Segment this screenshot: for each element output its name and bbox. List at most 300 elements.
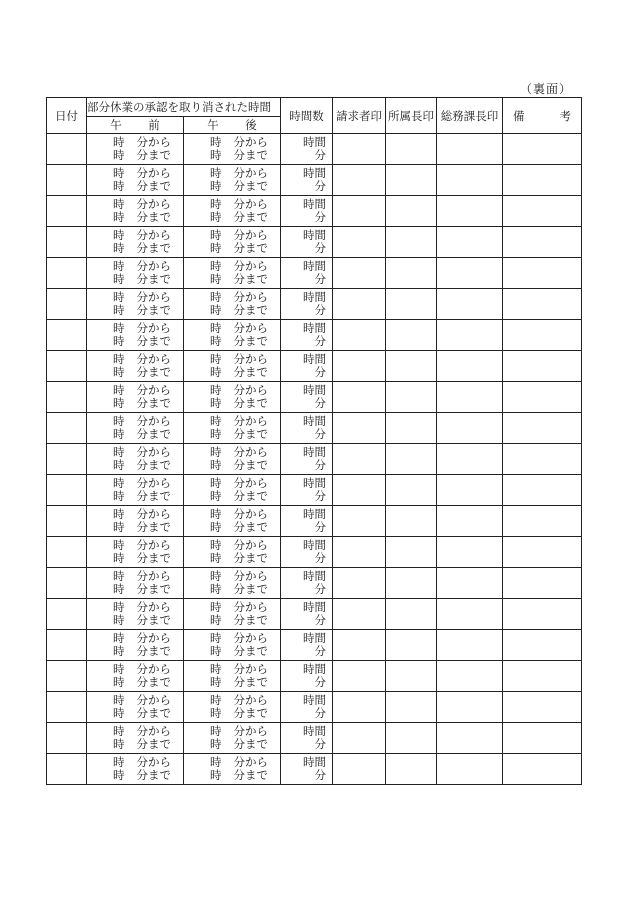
am-until-hour: 時 [113,396,125,410]
hours-unit: 時間 [303,383,326,397]
table-row [47,506,582,537]
requester-seal-cell[interactable] [333,568,386,599]
am-time-cell[interactable] [87,351,184,382]
requester-seal-cell[interactable] [333,227,386,258]
requester-seal-cell[interactable] [333,351,386,382]
pm-time-cell[interactable] [184,506,281,537]
date-cell[interactable] [47,320,87,351]
minutes-unit: 分 [314,551,326,565]
pm-from-hour: 時 [210,197,222,211]
am-from-min: 分から [136,414,171,428]
general-affairs-seal-cell[interactable] [437,506,503,537]
table-row [47,227,582,258]
am-from-min: 分から [136,600,171,614]
general-affairs-seal-cell[interactable] [437,692,503,723]
am-until-hour: 時 [113,272,125,286]
pm-time-cell[interactable] [184,413,281,444]
am-until-hour: 時 [113,179,125,193]
remarks-cell[interactable] [503,134,582,165]
chief-seal-cell[interactable] [386,258,437,289]
general-affairs-seal-cell[interactable] [437,227,503,258]
am-time-cell[interactable] [87,723,184,754]
table-row [47,382,582,413]
general-affairs-seal-cell[interactable] [437,289,503,320]
general-affairs-seal-cell[interactable] [437,382,503,413]
minutes-unit: 分 [314,272,326,286]
remarks-cell[interactable] [503,227,582,258]
pm-from-min: 分から [233,259,268,273]
date-cell[interactable] [47,630,87,661]
pm-time-cell[interactable] [184,599,281,630]
pm-from-min: 分から [233,321,268,335]
am-time-cell[interactable] [87,258,184,289]
remarks-cell[interactable] [503,444,582,475]
table-row [47,444,582,475]
requester-seal-cell[interactable] [333,444,386,475]
general-affairs-seal-cell[interactable] [437,661,503,692]
am-from-min: 分から [136,166,171,180]
pm-until-min: 分まで [233,458,268,472]
general-affairs-seal-cell[interactable] [437,754,503,785]
pm-from-min: 分から [233,166,268,180]
date-cell[interactable] [47,134,87,165]
pm-time-cell[interactable] [184,227,281,258]
minutes-unit: 分 [314,179,326,193]
hours-cell[interactable] [281,568,333,599]
general-affairs-seal-cell[interactable] [437,444,503,475]
chief-seal-cell[interactable] [386,661,437,692]
requester-seal-cell[interactable] [333,661,386,692]
pm-from-min: 分から [233,290,268,304]
am-time-cell[interactable] [87,599,184,630]
chief-seal-cell[interactable] [386,165,437,196]
pm-until-min: 分まで [233,303,268,317]
remarks-cell[interactable] [503,506,582,537]
am-from-hour: 時 [113,259,125,273]
pm-from-hour: 時 [210,693,222,707]
pm-from-min: 分から [233,228,268,242]
requester-seal-cell[interactable] [333,382,386,413]
table-row [47,351,582,382]
general-affairs-seal-cell[interactable] [437,630,503,661]
pm-time-cell[interactable] [184,258,281,289]
hours-cell[interactable] [281,289,333,320]
chief-seal-cell[interactable] [386,413,437,444]
hours-cell[interactable] [281,630,333,661]
am-time-cell[interactable] [87,320,184,351]
hours-cell[interactable] [281,475,333,506]
am-from-hour: 時 [113,228,125,242]
am-time-cell[interactable] [87,754,184,785]
pm-until-min: 分まで [233,272,268,286]
requester-seal-cell[interactable] [333,196,386,227]
minutes-unit: 分 [314,210,326,224]
remarks-cell[interactable] [503,196,582,227]
am-until-hour: 時 [113,613,125,627]
pm-from-hour: 時 [210,228,222,242]
pm-until-hour: 時 [210,675,222,689]
am-until-min: 分まで [136,737,171,751]
hours-cell[interactable] [281,134,333,165]
hours-cell[interactable] [281,537,333,568]
am-time-cell[interactable] [87,165,184,196]
pm-from-hour: 時 [210,321,222,335]
minutes-unit: 分 [314,303,326,317]
pm-until-min: 分まで [233,148,268,162]
requester-seal-cell[interactable] [333,537,386,568]
pm-from-hour: 時 [210,445,222,459]
am-from-hour: 時 [113,197,125,211]
date-cell[interactable] [47,196,87,227]
general-affairs-seal-cell[interactable] [437,258,503,289]
am-from-min: 分から [136,724,171,738]
date-cell[interactable] [47,413,87,444]
chief-seal-cell[interactable] [386,630,437,661]
date-cell[interactable] [47,165,87,196]
hours-unit: 時間 [303,414,326,428]
am-until-min: 分まで [136,148,171,162]
general-affairs-seal-cell[interactable] [437,134,503,165]
hours-unit: 時間 [303,755,326,769]
am-from-hour: 時 [113,383,125,397]
am-time-cell[interactable] [87,444,184,475]
am-until-min: 分まで [136,582,171,596]
pm-from-hour: 時 [210,135,222,149]
chief-seal-cell[interactable] [386,754,437,785]
pm-from-min: 分から [233,197,268,211]
pm-from-min: 分から [233,755,268,769]
remarks-cell[interactable] [503,289,582,320]
pm-time-cell[interactable] [184,537,281,568]
pm-time-cell[interactable] [184,134,281,165]
hours-cell[interactable] [281,599,333,630]
am-from-min: 分から [136,228,171,242]
remarks-cell[interactable] [503,475,582,506]
am-time-cell[interactable] [87,227,184,258]
minutes-unit: 分 [314,365,326,379]
table-row [47,630,582,661]
date-cell[interactable] [47,289,87,320]
am-time-cell[interactable] [87,630,184,661]
am-until-hour: 時 [113,334,125,348]
requester-seal-cell[interactable] [333,599,386,630]
hours-cell[interactable] [281,413,333,444]
hours-cell[interactable] [281,444,333,475]
remarks-cell[interactable] [503,382,582,413]
requester-seal-cell[interactable] [333,723,386,754]
header-remarks [503,98,582,134]
remarks-cell[interactable] [503,692,582,723]
am-until-hour: 時 [113,489,125,503]
am-from-min: 分から [136,259,171,273]
pm-until-hour: 時 [210,365,222,379]
hours-cell[interactable] [281,258,333,289]
am-until-hour: 時 [113,737,125,751]
hours-unit: 時間 [303,476,326,490]
pm-time-cell[interactable] [184,692,281,723]
am-time-cell[interactable] [87,537,184,568]
pm-from-min: 分から [233,135,268,149]
requester-seal-cell[interactable] [333,134,386,165]
pm-until-hour: 時 [210,582,222,596]
am-time-cell[interactable] [87,661,184,692]
am-until-min: 分まで [136,365,171,379]
minutes-unit: 分 [314,241,326,255]
date-cell[interactable] [47,506,87,537]
pm-until-min: 分まで [233,489,268,503]
pm-until-hour: 時 [210,768,222,782]
chief-seal-cell[interactable] [386,723,437,754]
am-until-min: 分まで [136,613,171,627]
general-affairs-seal-cell[interactable] [437,599,503,630]
pm-time-cell[interactable] [184,723,281,754]
pm-until-hour: 時 [210,458,222,472]
table-row [47,196,582,227]
table-row [47,754,582,785]
minutes-unit: 分 [314,675,326,689]
date-cell[interactable] [47,723,87,754]
am-from-hour: 時 [113,600,125,614]
am-until-min: 分まで [136,427,171,441]
remarks-cell[interactable] [503,723,582,754]
pm-time-cell[interactable] [184,165,281,196]
am-from-min: 分から [136,352,171,366]
remarks-cell[interactable] [503,537,582,568]
am-time-cell[interactable] [87,196,184,227]
remarks-cell[interactable] [503,165,582,196]
requester-seal-cell[interactable] [333,754,386,785]
remarks-cell[interactable] [503,351,582,382]
pm-time-cell[interactable] [184,382,281,413]
hours-unit: 時間 [303,600,326,614]
am-until-hour: 時 [113,148,125,162]
date-cell[interactable] [47,444,87,475]
am-from-hour: 時 [113,631,125,645]
pm-from-min: 分から [233,724,268,738]
pm-time-cell[interactable] [184,444,281,475]
am-from-min: 分から [136,662,171,676]
am-from-hour: 時 [113,290,125,304]
hours-cell[interactable] [281,196,333,227]
requester-seal-cell[interactable] [333,258,386,289]
date-cell[interactable] [47,692,87,723]
pm-until-hour: 時 [210,179,222,193]
chief-seal-cell[interactable] [386,351,437,382]
header-chief-seal: 所属長印 [386,98,437,134]
hours-cell[interactable] [281,661,333,692]
general-affairs-seal-cell[interactable] [437,351,503,382]
hours-unit: 時間 [303,662,326,676]
am-until-hour: 時 [113,551,125,565]
date-cell[interactable] [47,661,87,692]
date-cell[interactable] [47,258,87,289]
chief-seal-cell[interactable] [386,320,437,351]
hours-unit: 時間 [303,259,326,273]
pm-until-min: 分まで [233,582,268,596]
general-affairs-seal-cell[interactable] [437,320,503,351]
am-time-cell[interactable] [87,382,184,413]
date-cell[interactable] [47,568,87,599]
pm-from-hour: 時 [210,755,222,769]
hours-cell[interactable] [281,754,333,785]
general-affairs-seal-cell[interactable] [437,413,503,444]
pm-time-cell[interactable] [184,320,281,351]
chief-seal-cell[interactable] [386,568,437,599]
am-from-hour: 時 [113,352,125,366]
hours-unit: 時間 [303,445,326,459]
pm-time-cell[interactable] [184,196,281,227]
am-until-min: 分まで [136,241,171,255]
requester-seal-cell[interactable] [333,320,386,351]
requester-seal-cell[interactable] [333,630,386,661]
minutes-unit: 分 [314,706,326,720]
chief-seal-cell[interactable] [386,196,437,227]
general-affairs-seal-cell[interactable] [437,165,503,196]
chief-seal-cell[interactable] [386,227,437,258]
general-affairs-seal-cell[interactable] [437,568,503,599]
pm-time-cell[interactable] [184,568,281,599]
am-from-min: 分から [136,290,171,304]
remarks-cell[interactable] [503,754,582,785]
am-until-hour: 時 [113,241,125,255]
am-from-hour: 時 [113,414,125,428]
pm-until-hour: 時 [210,272,222,286]
header-general-affairs-seal: 総務課長印 [437,98,503,134]
am-from-min: 分から [136,445,171,459]
pm-until-hour: 時 [210,551,222,565]
requester-seal-cell[interactable] [333,475,386,506]
hours-cell[interactable] [281,506,333,537]
am-from-hour: 時 [113,135,125,149]
am-from-min: 分から [136,135,171,149]
chief-seal-cell[interactable] [386,289,437,320]
am-time-cell[interactable] [87,568,184,599]
general-affairs-seal-cell[interactable] [437,475,503,506]
general-affairs-seal-cell[interactable] [437,537,503,568]
requester-seal-cell[interactable] [333,289,386,320]
pm-until-hour: 時 [210,489,222,503]
pm-until-min: 分まで [233,613,268,627]
hours-cell[interactable] [281,382,333,413]
minutes-unit: 分 [314,427,326,441]
hours-cell[interactable] [281,723,333,754]
date-cell[interactable] [47,227,87,258]
am-until-min: 分まで [136,179,171,193]
remarks-cell[interactable] [503,661,582,692]
pm-from-min: 分から [233,383,268,397]
chief-seal-cell[interactable] [386,444,437,475]
minutes-unit: 分 [314,396,326,410]
am-until-min: 分まで [136,768,171,782]
table-row [47,413,582,444]
remarks-cell[interactable] [503,320,582,351]
minutes-unit: 分 [314,148,326,162]
header-am [87,117,184,134]
general-affairs-seal-cell[interactable] [437,723,503,754]
remarks-cell[interactable] [503,258,582,289]
chief-seal-cell[interactable] [386,475,437,506]
am-until-min: 分まで [136,458,171,472]
header-pm-char-1: 午 [207,118,219,132]
pm-until-hour: 時 [210,148,222,162]
remarks-cell[interactable] [503,568,582,599]
am-from-min: 分から [136,569,171,583]
am-until-hour: 時 [113,365,125,379]
header-requester-seal: 請求者印 [333,98,386,134]
am-from-min: 分から [136,693,171,707]
minutes-unit: 分 [314,768,326,782]
am-time-cell[interactable] [87,692,184,723]
header-am-char-1: 午 [110,118,122,132]
requester-seal-cell[interactable] [333,506,386,537]
pm-time-cell[interactable] [184,351,281,382]
chief-seal-cell[interactable] [386,599,437,630]
pm-time-cell[interactable] [184,754,281,785]
chief-seal-cell[interactable] [386,134,437,165]
pm-until-hour: 時 [210,241,222,255]
hours-cell[interactable] [281,165,333,196]
hours-unit: 時間 [303,135,326,149]
table-body [47,134,582,785]
hours-cell[interactable] [281,227,333,258]
pm-time-cell[interactable] [184,475,281,506]
chief-seal-cell[interactable] [386,537,437,568]
pm-time-cell[interactable] [184,630,281,661]
am-time-cell[interactable] [87,413,184,444]
am-time-cell[interactable] [87,289,184,320]
am-time-cell[interactable] [87,475,184,506]
hours-cell[interactable] [281,351,333,382]
pm-until-hour: 時 [210,613,222,627]
am-until-hour: 時 [113,210,125,224]
hours-unit: 時間 [303,631,326,645]
header-am-char-2: 前 [148,118,160,132]
hours-cell[interactable] [281,692,333,723]
table-row [47,661,582,692]
am-until-min: 分まで [136,272,171,286]
date-cell[interactable] [47,599,87,630]
am-from-hour: 時 [113,693,125,707]
general-affairs-seal-cell[interactable] [437,196,503,227]
remarks-cell[interactable] [503,599,582,630]
chief-seal-cell[interactable] [386,506,437,537]
date-cell[interactable] [47,537,87,568]
chief-seal-cell[interactable] [386,382,437,413]
chief-seal-cell[interactable] [386,692,437,723]
requester-seal-cell[interactable] [333,692,386,723]
am-time-cell[interactable] [87,506,184,537]
pm-time-cell[interactable] [184,661,281,692]
table-row [47,692,582,723]
date-cell[interactable] [47,382,87,413]
pm-until-min: 分まで [233,334,268,348]
date-cell[interactable] [47,754,87,785]
hours-cell[interactable] [281,320,333,351]
date-cell[interactable] [47,351,87,382]
pm-time-cell[interactable] [184,289,281,320]
table-row [47,320,582,351]
am-time-cell[interactable] [87,134,184,165]
requester-seal-cell[interactable] [333,413,386,444]
pm-from-min: 分から [233,662,268,676]
remarks-cell[interactable] [503,413,582,444]
am-until-min: 分まで [136,551,171,565]
pm-until-hour: 時 [210,210,222,224]
remarks-cell[interactable] [503,630,582,661]
date-cell[interactable] [47,475,87,506]
requester-seal-cell[interactable] [333,165,386,196]
hours-unit: 時間 [303,321,326,335]
